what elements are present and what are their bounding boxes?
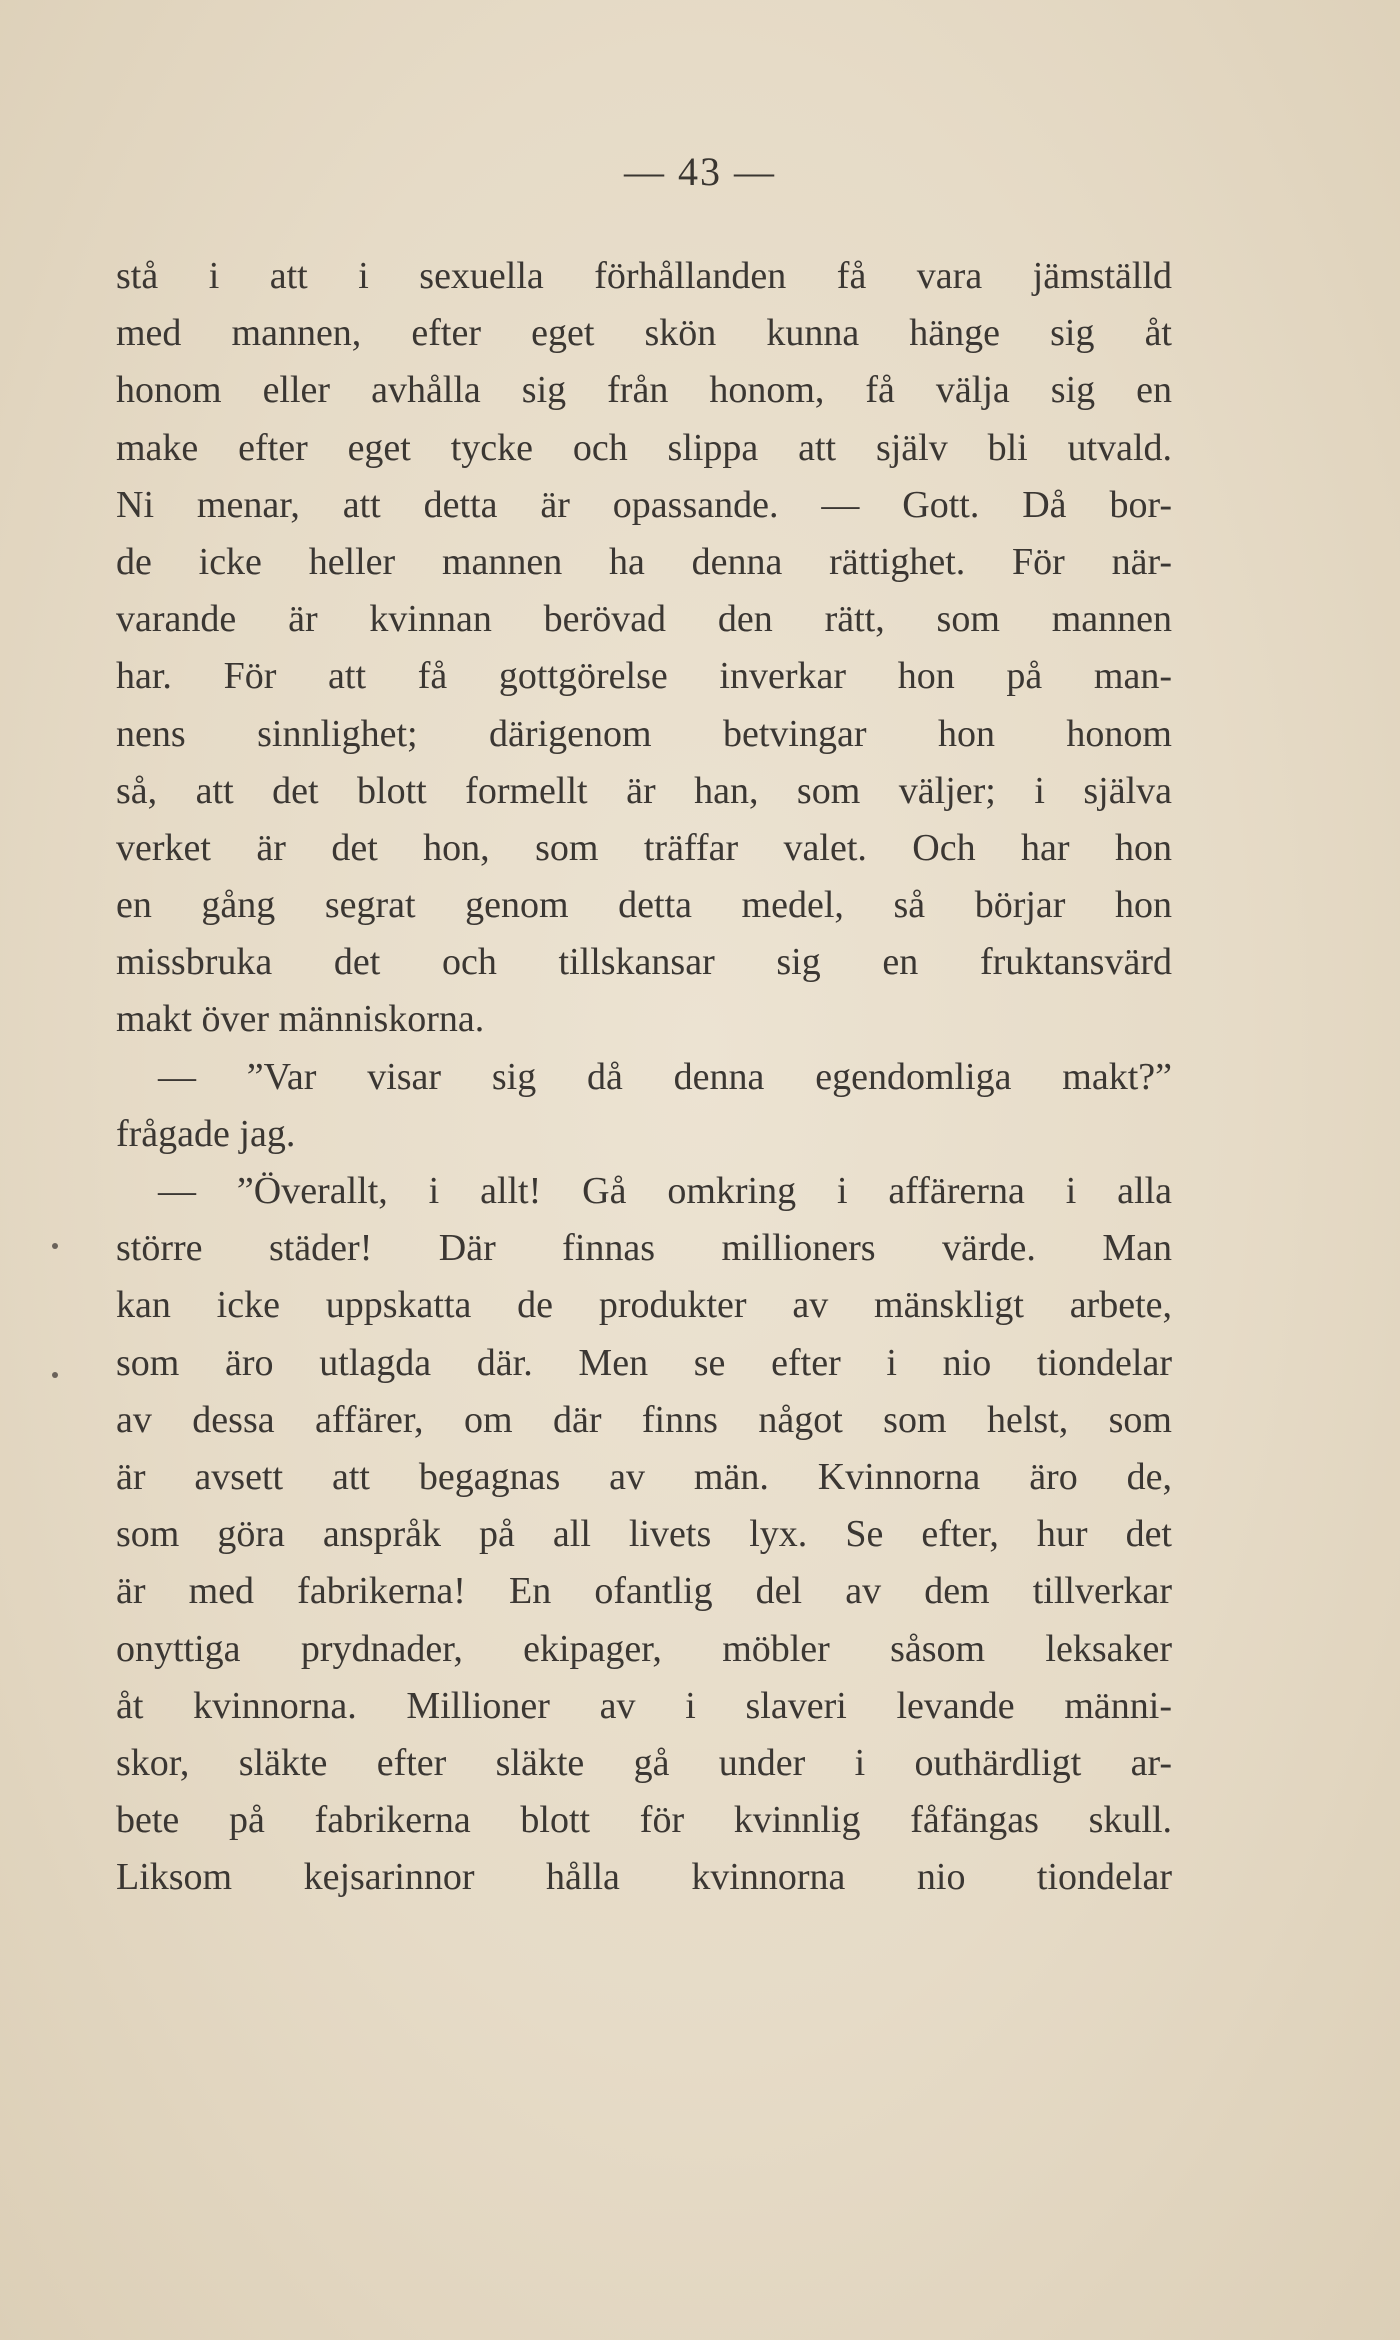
text-line: är med fabrikerna! En ofantlig del av dem tillverkar <box>116 1570 1172 1613</box>
text-line: har. För att få gottgörelse inverkar hon på man- <box>116 655 1172 698</box>
text-line: skor, släkte efter släkte gå under i outhärdligt ar- <box>116 1741 1172 1784</box>
text-line: missbruka det och tillskansar sig en fruktansvärd <box>116 941 1172 984</box>
text-line: Ni menar, att detta är opassande. — Gott. Då bor- <box>116 483 1172 526</box>
text-line: — ”Överallt, i allt! Gå omkring i affärerna i alla <box>158 1170 1172 1212</box>
page-number: — 43 — <box>624 149 776 194</box>
text-line: makt över människorna. <box>116 998 485 1041</box>
text-line: bete på fabrikerna blott för kvinnlig fåfängas skull. <box>116 1799 1172 1842</box>
text-line: en gång segrat genom detta medel, så börjar hon <box>116 884 1172 927</box>
text-line: honom eller avhålla sig från honom, få välja sig en <box>116 369 1172 412</box>
text-line: större städer! Där finnas millioners värde. Man <box>116 1227 1172 1270</box>
text-line: med mannen, efter eget skön kunna hänge sig åt <box>116 312 1172 355</box>
text-line: är avsett att begagnas av män. Kvinnorna äro de, <box>116 1455 1172 1498</box>
text-line: Liksom kejsarinnor hålla kvinnorna nio tiondelar <box>116 1856 1172 1899</box>
text-line: så, att det blott formellt är han, som väljer; i själva <box>116 769 1172 812</box>
text-line: som äro utlagda där. Men se efter i nio tiondelar <box>116 1341 1172 1384</box>
text-line: verket är det hon, som träffar valet. Och har hon <box>116 826 1172 869</box>
text-line: som göra anspråk på all livets lyx. Se efter, hur det <box>116 1513 1172 1556</box>
text-line: nens sinnlighet; därigenom betvingar hon honom <box>116 712 1172 755</box>
text-line: åt kvinnorna. Millioner av i slaveri levande männi- <box>116 1684 1172 1727</box>
text-line: onyttiga prydnader, ekipager, möbler såsom leksaker <box>116 1627 1172 1670</box>
text-line: de icke heller mannen ha denna rättighet. För när- <box>116 540 1172 583</box>
margin-mark <box>52 1372 58 1378</box>
margin-mark <box>52 1243 58 1249</box>
text-line: av dessa affärer, om där finns något som helst, som <box>116 1398 1172 1441</box>
text-line: make efter eget tycke och slippa att själv bli utvald. <box>116 426 1172 469</box>
text-line: frågade jag. <box>116 1112 296 1155</box>
text-line: varande är kvinnan berövad den rätt, som mannen <box>116 598 1172 641</box>
text-line: stå i att i sexuella förhållanden få vara jämställd <box>116 255 1172 297</box>
text-line: kan icke uppskatta de produkter av mänskligt arbete, <box>116 1284 1172 1327</box>
body-text <box>116 248 1172 1906</box>
text-line: — ”Var visar sig då denna egendomliga makt?” <box>158 1055 1172 1098</box>
